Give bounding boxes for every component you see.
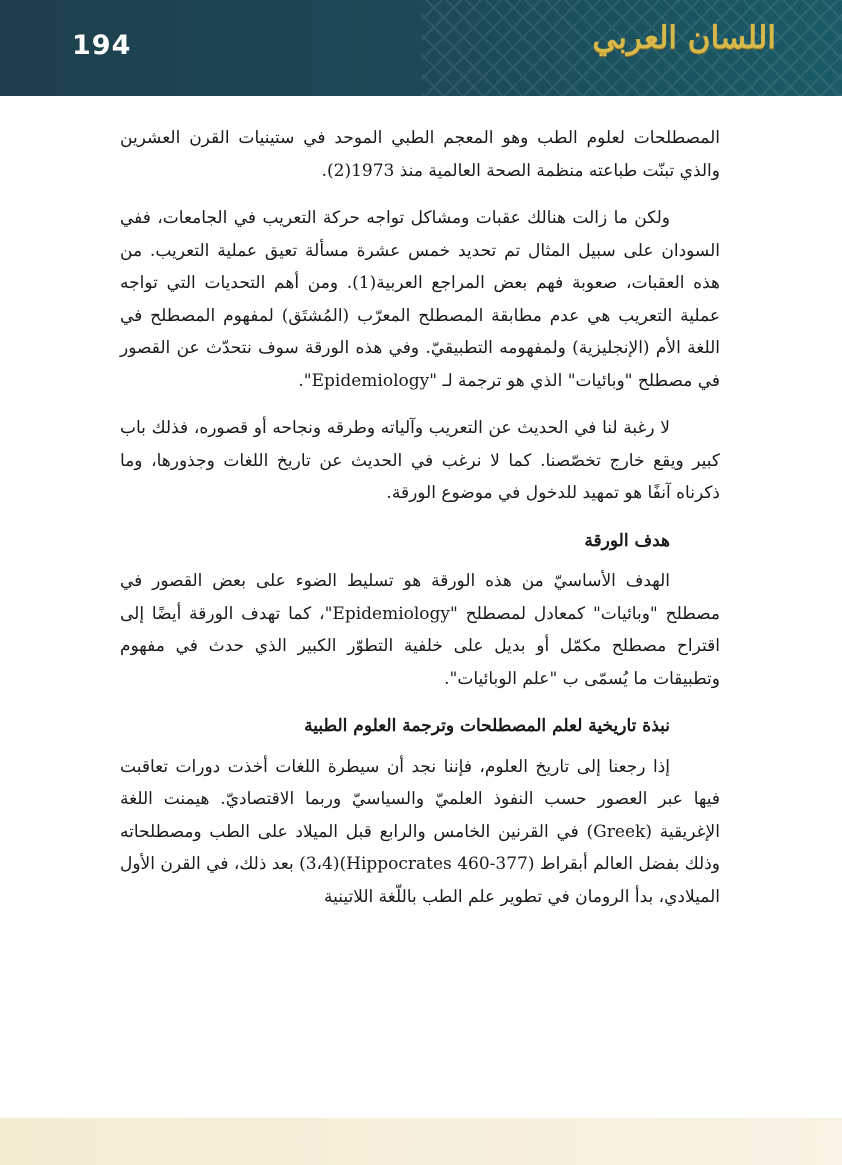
paragraph-2: ولكن ما زالت هنالك عقبات ومشاكل تواجه حركة التعريب في الجامعات، ففي السودان على سبيل المثال تم تحديد خمس عشرة مسألة تعيق عملية التعريب. من هذه العقبات، صعوبة فهم بعض المراجع العربية(1). ومن أهم التحديات التي تواجه عملية التعريب هي عدم مطابقة المصطلح المعرّب (المُشتَق) لمفهوم المصطلح في اللغة الأم (الإنجليزية) ولمفهومه التطبيقيّ. وفي هذه الورقة سوف نتحدّث عن القصور في مصطلح "وبائيات" الذي هو ترجمة لـ "Epidemiology".: [120, 208, 720, 391]
paragraph-1: المصطلحات لعلوم الطب وهو المعجم الطبي الموحد في ستينيات القرن العشرين والذي تبنّت طباعته منظمة الصحة العالمية منذ 1973(2).: [120, 128, 720, 181]
journal-logo: اللسان العربي: [592, 20, 776, 56]
page-footer: [0, 1118, 842, 1165]
page-header: [0, 0, 842, 96]
paragraph-4: الهدف الأساسيّ من هذه الورقة هو تسليط الضوء على بعض القصور في مصطلح "وبائيات" كمعادل لمصطلح "Epidemiology"، كما تهدف الورقة أيضًا إلى اقتراح مصطلح مكمّل أو بديل على خلفية التطوّر الكبير الذي حدث في مفهوم وتطبيقات ما يُسمّى ب "علم الوبائيات".: [120, 571, 721, 689]
paragraph-3: لا رغبة لنا في الحديث عن التعريب وآلياته وطرقه ونجاحه أو قصوره، فذلك باب كبير ويقع خارج تخصّصنا. كما لا نرغب في الحديث عن تاريخ اللغات وجذورها، وما ذكرناه آنفًا هو تمهيد للدخول في موضوع الورقة.: [120, 418, 720, 503]
section-heading-history: نبذة تاريخية لعلم المصطلحات وترجمة العلوم الطبية: [304, 716, 670, 736]
article-body: [120, 122, 720, 928]
section-heading-paper-goal: هدف الورقة: [584, 530, 670, 551]
paragraph-5: إذا رجعنا إلى تاريخ العلوم، فإننا نجد أن سيطرة اللغات أخذت دورات تعاقبت فيها عبر العصور حسب النفوذ العلميّ والسياسيّ وربما الاقتصاديّ. هيمنت اللغة الإغريقية (Greek) في القرنين الخامس والرابع قبل الميلاد على الطب ومصطلحاته وذلك بفضل العالم أبقراط (Hippocrates 460-377)(3،4) بعد ذلك، في القرن الأول الميلادي، بدأ الرومان في تطوير علم الطب باللّغة اللاتينية: [120, 756, 720, 907]
page-number: 194: [72, 30, 132, 61]
